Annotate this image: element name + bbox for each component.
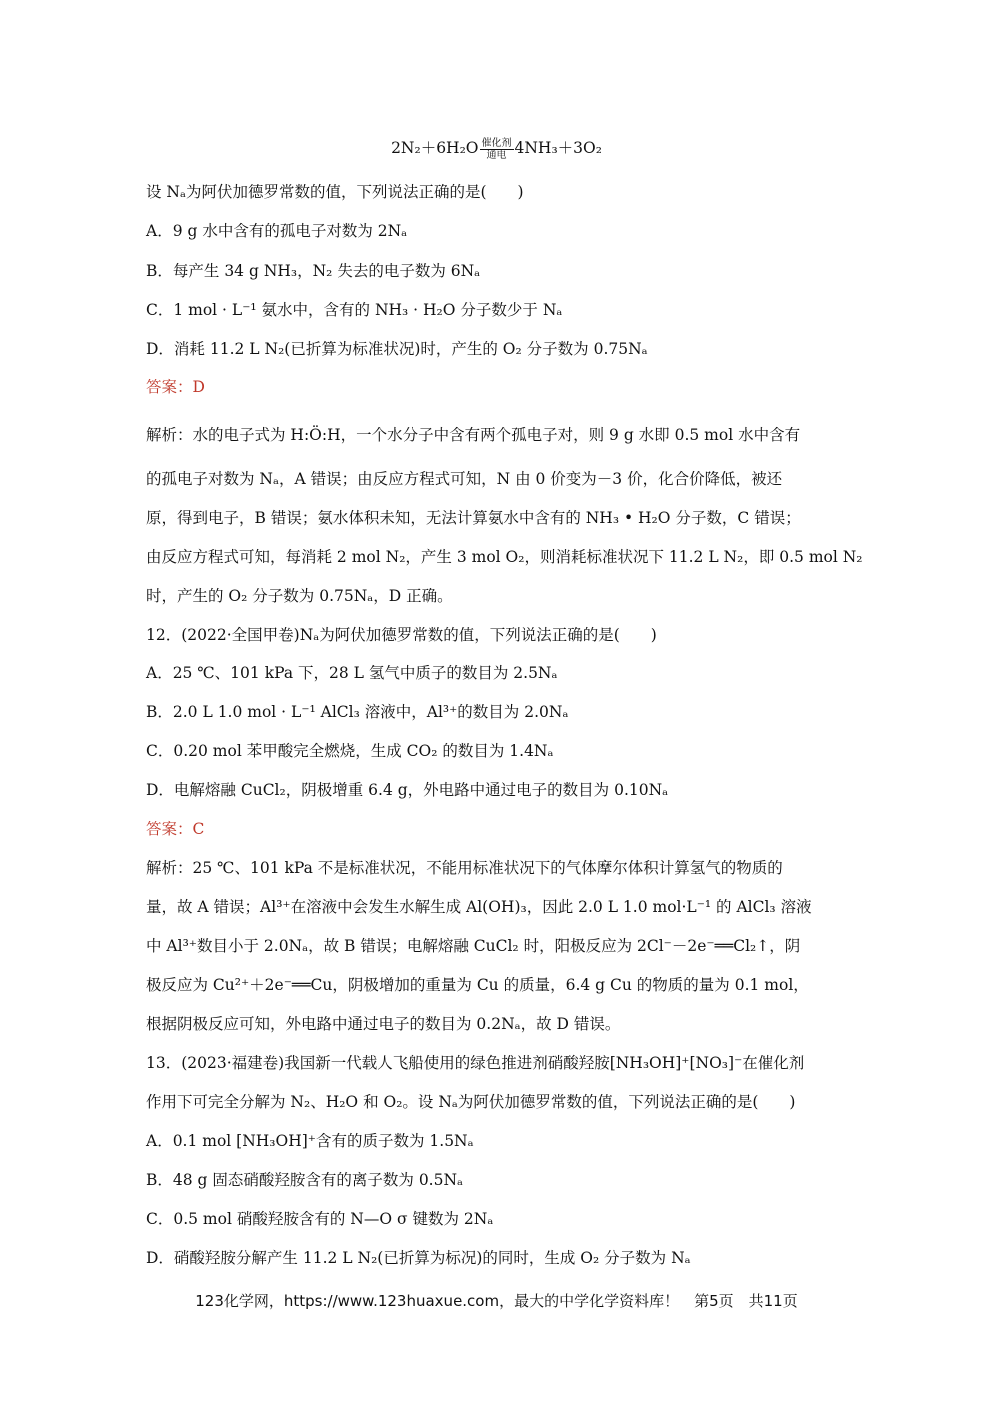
option-a: A．25 ℃、101 kPa 下，28 L 氢气中质子的数目为 2.5Nₐ: [146, 664, 558, 682]
option-d: D．电解熔融 CuCl₂，阴极增重 6.4 g，外电路中通过电子的数目为 0.10Nₐ: [146, 781, 669, 799]
option-c: C．0.5 mol 硝酸羟胺含有的 N—O σ 键数为 2Nₐ: [146, 1210, 494, 1228]
option-b: B．每产生 34 g NH₃，N₂ 失去的电子数为 6Nₐ: [146, 262, 481, 280]
page-footer: 123化学网，https://www.123huaxue.com，最大的中学化学资料库！ 第5页 共11页: [195, 1292, 798, 1310]
option-c: C．1 mol · L⁻¹ 氨水中，含有的 NH₃ · H₂O 分子数少于 Nₐ: [146, 301, 563, 319]
question-13-stem-cont: 作用下可完全分解为 N₂、H₂O 和 O₂。设 Nₐ为阿伏加德罗常数的值，下列说法正确的是( ): [146, 1093, 796, 1111]
question-13-stem: 13．(2023·福建卷)我国新一代载人飞船使用的绿色推进剂硝酸羟胺[NH₃OH]⁺[NO₃]⁻在催化剂: [146, 1054, 805, 1072]
explanation-line: 解析：25 ℃、101 kPa 不是标准状况，不能用标准状况下的气体摩尔体积计算氢气的物质的: [146, 859, 783, 877]
reaction-equation: 2N₂＋6H₂O 催化剂 通电 4NH₃＋3O₂: [391, 137, 602, 161]
option-c: C．0.20 mol 苯甲酸完全燃烧，生成 CO₂ 的数目为 1.4Nₐ: [146, 742, 554, 760]
explanation-line: 由反应方程式可知，每消耗 2 mol N₂，产生 3 mol O₂，则消耗标准状况下 11.2 L N₂，即 0.5 mol N₂: [146, 548, 863, 566]
option-b: B．2.0 L 1.0 mol · L⁻¹ AlCl₃ 溶液中，Al³⁺的数目为 2.0Nₐ: [146, 703, 569, 721]
explanation-line: 时，产生的 O₂ 分子数为 0.75Nₐ，D 正确。: [146, 587, 453, 605]
question-stem: 设 Nₐ为阿伏加德罗常数的值，下列说法正确的是( ): [146, 183, 524, 201]
option-a: A．9 g 水中含有的孤电子对数为 2Nₐ: [146, 222, 408, 240]
explanation-line: 解析：水的电子式为 H:Ö:H，一个水分子中含有两个孤电子对，则 9 g 水即 0.5 mol 水中含有: [146, 426, 801, 444]
explanation-line: 根据阴极反应可知，外电路中通过电子的数目为 0.2Nₐ，故 D 错误。: [146, 1015, 621, 1033]
option-a: A．0.1 mol [NH₃OH]⁺含有的质子数为 1.5Nₐ: [146, 1132, 474, 1150]
answer-line: 答案：D: [146, 378, 205, 396]
explanation-line: 原，得到电子，B 错误；氨水体积未知，无法计算氨水中含有的 NH₃ • H₂O 分子数，C 错误；: [146, 509, 801, 527]
question-12-stem: 12．(2022·全国甲卷)Nₐ为阿伏加德罗常数的值，下列说法正确的是( ): [146, 626, 657, 644]
explanation-line: 极反应为 Cu²⁺＋2e⁻══Cu，阴极增加的重量为 Cu 的质量，6.4 g Cu 的物质的量为 0.1 mol，: [146, 976, 809, 994]
explanation-line: 中 Al³⁺数目小于 2.0Nₐ，故 B 错误；电解熔融 CuCl₂ 时，阳极反应为 2Cl⁻－2e⁻══Cl₂↑，阴: [146, 937, 801, 955]
option-d: D．硝酸羟胺分解产生 11.2 L N₂(已折算为标况)的同时，生成 O₂ 分子数为 Nₐ: [146, 1249, 691, 1267]
option-b: B．48 g 固态硝酸羟胺含有的离子数为 0.5Nₐ: [146, 1171, 464, 1189]
option-d: D．消耗 11.2 L N₂(已折算为标准状况)时，产生的 O₂ 分子数为 0.75Nₐ: [146, 340, 648, 358]
explanation-line: 的孤电子对数为 Nₐ，A 错误；由反应方程式可知，N 由 0 价变为－3 价，化合价降低，被还: [146, 470, 783, 488]
explanation-line: 量，故 A 错误；Al³⁺在溶液中会发生水解生成 Al(OH)₃，因此 2.0 L 1.0 mol·L⁻¹ 的 AlCl₃ 溶液: [146, 898, 812, 916]
answer-line: 答案：C: [146, 820, 205, 838]
reaction-condition: 催化剂 通电: [481, 137, 512, 161]
